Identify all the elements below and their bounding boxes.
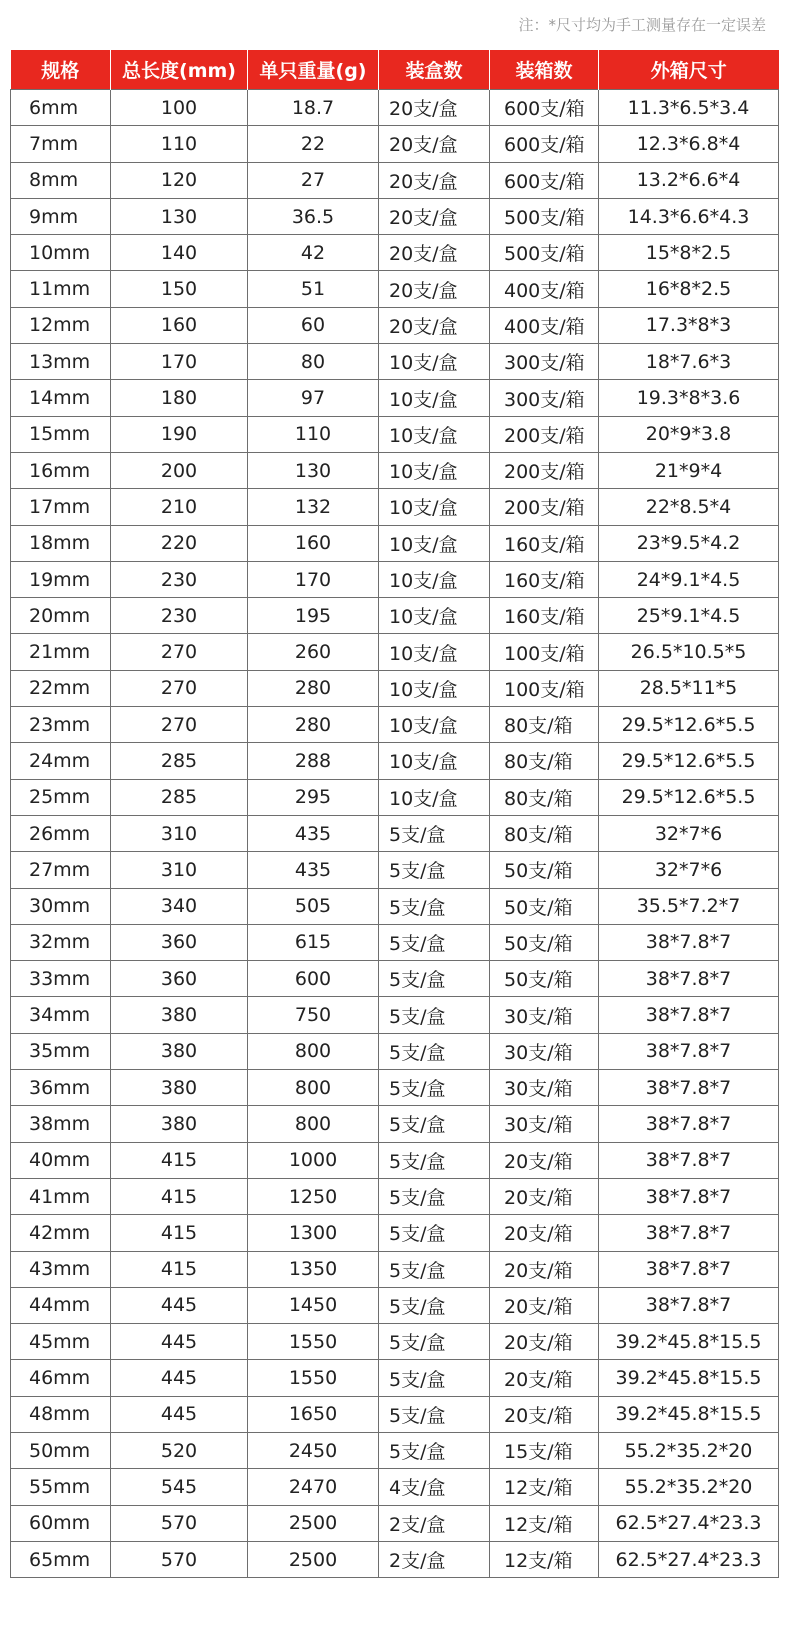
cell-carton-count: 20支/箱 [490, 1178, 599, 1214]
table-row [11, 634, 779, 670]
cell-unit-weight: 1300 [248, 1215, 379, 1251]
header-spec: 规格 [11, 50, 111, 90]
cell-total-length: 415 [111, 1251, 248, 1287]
cell-carton-count: 20支/箱 [490, 1142, 599, 1178]
cell-carton-count: 500支/箱 [490, 198, 599, 234]
cell-carton-count: 80支/箱 [490, 707, 599, 743]
cell-total-length: 445 [111, 1396, 248, 1432]
cell-carton-size: 62.5*27.4*23.3 [599, 1505, 779, 1541]
cell-carton-size: 38*7.8*7 [599, 1178, 779, 1214]
cell-box-count: 5支/盒 [379, 1287, 490, 1323]
cell-spec: 55mm [11, 1469, 111, 1505]
cell-spec: 18mm [11, 525, 111, 561]
cell-box-count: 5支/盒 [379, 852, 490, 888]
table-row [11, 1142, 779, 1178]
cell-box-count: 5支/盒 [379, 1142, 490, 1178]
cell-spec: 34mm [11, 997, 111, 1033]
header-unit-weight: 单只重量(g) [248, 50, 379, 90]
cell-total-length: 415 [111, 1142, 248, 1178]
cell-carton-size: 13.2*6.6*4 [599, 162, 779, 198]
cell-unit-weight: 2500 [248, 1505, 379, 1541]
cell-total-length: 520 [111, 1432, 248, 1468]
cell-carton-count: 200支/箱 [490, 452, 599, 488]
cell-spec: 42mm [11, 1215, 111, 1251]
cell-total-length: 140 [111, 235, 248, 271]
cell-spec: 21mm [11, 634, 111, 670]
cell-box-count: 5支/盒 [379, 1251, 490, 1287]
cell-carton-count: 20支/箱 [490, 1287, 599, 1323]
cell-spec: 24mm [11, 743, 111, 779]
cell-carton-count: 12支/箱 [490, 1541, 599, 1577]
cell-carton-size: 17.3*8*3 [599, 307, 779, 343]
cell-spec: 43mm [11, 1251, 111, 1287]
cell-carton-size: 39.2*45.8*15.5 [599, 1360, 779, 1396]
table-body [11, 90, 779, 1578]
cell-unit-weight: 1000 [248, 1142, 379, 1178]
cell-carton-size: 24*9.1*4.5 [599, 561, 779, 597]
cell-carton-size: 32*7*6 [599, 852, 779, 888]
cell-box-count: 20支/盒 [379, 235, 490, 271]
cell-spec: 44mm [11, 1287, 111, 1323]
cell-unit-weight: 42 [248, 235, 379, 271]
cell-box-count: 10支/盒 [379, 561, 490, 597]
cell-box-count: 5支/盒 [379, 1432, 490, 1468]
cell-carton-size: 18*7.6*3 [599, 344, 779, 380]
cell-unit-weight: 1550 [248, 1324, 379, 1360]
cell-box-count: 20支/盒 [379, 162, 490, 198]
cell-carton-size: 38*7.8*7 [599, 1033, 779, 1069]
cell-box-count: 10支/盒 [379, 707, 490, 743]
cell-carton-size: 38*7.8*7 [599, 961, 779, 997]
cell-spec: 33mm [11, 961, 111, 997]
table-row [11, 707, 779, 743]
cell-carton-count: 12支/箱 [490, 1469, 599, 1505]
cell-carton-count: 300支/箱 [490, 380, 599, 416]
cell-carton-size: 21*9*4 [599, 452, 779, 488]
cell-unit-weight: 1350 [248, 1251, 379, 1287]
cell-total-length: 415 [111, 1215, 248, 1251]
cell-box-count: 20支/盒 [379, 198, 490, 234]
table-row [11, 525, 779, 561]
header-box-count: 装盒数 [379, 50, 490, 90]
cell-box-count: 2支/盒 [379, 1541, 490, 1577]
cell-unit-weight: 1650 [248, 1396, 379, 1432]
cell-spec: 22mm [11, 670, 111, 706]
cell-unit-weight: 2470 [248, 1469, 379, 1505]
table-row [11, 235, 779, 271]
cell-total-length: 415 [111, 1178, 248, 1214]
cell-total-length: 230 [111, 561, 248, 597]
cell-carton-count: 50支/箱 [490, 852, 599, 888]
table-row [11, 1215, 779, 1251]
cell-carton-count: 80支/箱 [490, 743, 599, 779]
cell-box-count: 10支/盒 [379, 344, 490, 380]
cell-unit-weight: 800 [248, 1033, 379, 1069]
cell-carton-size: 39.2*45.8*15.5 [599, 1396, 779, 1432]
cell-spec: 36mm [11, 1070, 111, 1106]
table-row [11, 1251, 779, 1287]
cell-carton-size: 38*7.8*7 [599, 1215, 779, 1251]
cell-spec: 50mm [11, 1432, 111, 1468]
cell-carton-size: 11.3*6.5*3.4 [599, 90, 779, 126]
cell-total-length: 200 [111, 452, 248, 488]
cell-carton-size: 28.5*11*5 [599, 670, 779, 706]
cell-carton-count: 600支/箱 [490, 90, 599, 126]
cell-total-length: 110 [111, 126, 248, 162]
cell-total-length: 220 [111, 525, 248, 561]
cell-total-length: 130 [111, 198, 248, 234]
table-row [11, 198, 779, 234]
cell-unit-weight: 1450 [248, 1287, 379, 1323]
cell-spec: 15mm [11, 416, 111, 452]
cell-carton-count: 50支/箱 [490, 961, 599, 997]
cell-carton-size: 38*7.8*7 [599, 1287, 779, 1323]
table-row [11, 162, 779, 198]
cell-total-length: 270 [111, 634, 248, 670]
cell-unit-weight: 1250 [248, 1178, 379, 1214]
cell-spec: 13mm [11, 344, 111, 380]
cell-carton-size: 32*7*6 [599, 815, 779, 851]
cell-unit-weight: 435 [248, 815, 379, 851]
table-row [11, 561, 779, 597]
cell-unit-weight: 80 [248, 344, 379, 380]
cell-box-count: 5支/盒 [379, 1215, 490, 1251]
cell-carton-count: 400支/箱 [490, 307, 599, 343]
cell-total-length: 380 [111, 997, 248, 1033]
spec-table [10, 50, 779, 1578]
cell-spec: 23mm [11, 707, 111, 743]
cell-carton-count: 12支/箱 [490, 1505, 599, 1541]
cell-box-count: 5支/盒 [379, 1360, 490, 1396]
cell-spec: 14mm [11, 380, 111, 416]
table-row [11, 1106, 779, 1142]
cell-carton-count: 50支/箱 [490, 924, 599, 960]
cell-carton-count: 80支/箱 [490, 779, 599, 815]
header-total-length: 总长度(mm) [111, 50, 248, 90]
cell-box-count: 5支/盒 [379, 1033, 490, 1069]
cell-unit-weight: 2450 [248, 1432, 379, 1468]
cell-carton-size: 38*7.8*7 [599, 1251, 779, 1287]
cell-spec: 32mm [11, 924, 111, 960]
cell-carton-count: 30支/箱 [490, 1070, 599, 1106]
cell-box-count: 10支/盒 [379, 779, 490, 815]
cell-carton-size: 19.3*8*3.6 [599, 380, 779, 416]
cell-carton-size: 35.5*7.2*7 [599, 888, 779, 924]
cell-box-count: 10支/盒 [379, 525, 490, 561]
table-row [11, 924, 779, 960]
cell-carton-count: 20支/箱 [490, 1324, 599, 1360]
cell-unit-weight: 280 [248, 670, 379, 706]
cell-box-count: 10支/盒 [379, 380, 490, 416]
table-row [11, 1432, 779, 1468]
cell-carton-count: 20支/箱 [490, 1215, 599, 1251]
cell-carton-count: 160支/箱 [490, 525, 599, 561]
cell-carton-count: 15支/箱 [490, 1432, 599, 1468]
cell-spec: 12mm [11, 307, 111, 343]
table-row [11, 743, 779, 779]
cell-total-length: 380 [111, 1070, 248, 1106]
cell-spec: 48mm [11, 1396, 111, 1432]
cell-unit-weight: 280 [248, 707, 379, 743]
cell-box-count: 5支/盒 [379, 1178, 490, 1214]
cell-box-count: 5支/盒 [379, 1324, 490, 1360]
cell-total-length: 340 [111, 888, 248, 924]
cell-total-length: 285 [111, 743, 248, 779]
cell-carton-size: 23*9.5*4.2 [599, 525, 779, 561]
cell-spec: 60mm [11, 1505, 111, 1541]
cell-unit-weight: 600 [248, 961, 379, 997]
cell-spec: 19mm [11, 561, 111, 597]
cell-box-count: 5支/盒 [379, 815, 490, 851]
table-row [11, 598, 779, 634]
cell-carton-count: 160支/箱 [490, 598, 599, 634]
cell-spec: 38mm [11, 1106, 111, 1142]
cell-box-count: 5支/盒 [379, 1070, 490, 1106]
cell-total-length: 285 [111, 779, 248, 815]
cell-box-count: 10支/盒 [379, 598, 490, 634]
table-row [11, 815, 779, 851]
cell-total-length: 445 [111, 1287, 248, 1323]
cell-carton-size: 16*8*2.5 [599, 271, 779, 307]
cell-unit-weight: 160 [248, 525, 379, 561]
table-row [11, 888, 779, 924]
cell-spec: 7mm [11, 126, 111, 162]
cell-total-length: 230 [111, 598, 248, 634]
cell-carton-count: 30支/箱 [490, 1106, 599, 1142]
cell-unit-weight: 505 [248, 888, 379, 924]
cell-box-count: 5支/盒 [379, 888, 490, 924]
cell-total-length: 310 [111, 852, 248, 888]
cell-spec: 26mm [11, 815, 111, 851]
cell-carton-size: 29.5*12.6*5.5 [599, 779, 779, 815]
cell-box-count: 10支/盒 [379, 743, 490, 779]
cell-box-count: 20支/盒 [379, 126, 490, 162]
cell-carton-count: 80支/箱 [490, 815, 599, 851]
cell-total-length: 270 [111, 670, 248, 706]
cell-carton-size: 39.2*45.8*15.5 [599, 1324, 779, 1360]
cell-spec: 16mm [11, 452, 111, 488]
cell-total-length: 170 [111, 344, 248, 380]
cell-spec: 17mm [11, 489, 111, 525]
table-row [11, 380, 779, 416]
header-carton-size: 外箱尺寸 [599, 50, 779, 90]
cell-unit-weight: 1550 [248, 1360, 379, 1396]
cell-box-count: 20支/盒 [379, 90, 490, 126]
cell-carton-size: 25*9.1*4.5 [599, 598, 779, 634]
cell-carton-count: 100支/箱 [490, 634, 599, 670]
cell-unit-weight: 36.5 [248, 198, 379, 234]
cell-carton-size: 15*8*2.5 [599, 235, 779, 271]
cell-spec: 10mm [11, 235, 111, 271]
cell-carton-size: 38*7.8*7 [599, 1070, 779, 1106]
table-header-row [11, 50, 779, 90]
table-row [11, 1033, 779, 1069]
cell-carton-count: 600支/箱 [490, 162, 599, 198]
cell-unit-weight: 130 [248, 452, 379, 488]
table-row [11, 90, 779, 126]
cell-total-length: 150 [111, 271, 248, 307]
cell-total-length: 570 [111, 1541, 248, 1577]
cell-spec: 65mm [11, 1541, 111, 1577]
cell-spec: 6mm [11, 90, 111, 126]
cell-box-count: 10支/盒 [379, 416, 490, 452]
cell-carton-count: 50支/箱 [490, 888, 599, 924]
cell-total-length: 360 [111, 961, 248, 997]
cell-carton-size: 29.5*12.6*5.5 [599, 743, 779, 779]
cell-carton-size: 62.5*27.4*23.3 [599, 1541, 779, 1577]
measurement-note: 注：*尺寸均为手工测量存在一定误差 [518, 16, 766, 34]
cell-total-length: 445 [111, 1324, 248, 1360]
cell-carton-size: 14.3*6.6*4.3 [599, 198, 779, 234]
cell-carton-count: 30支/箱 [490, 1033, 599, 1069]
cell-total-length: 270 [111, 707, 248, 743]
cell-total-length: 360 [111, 924, 248, 960]
cell-unit-weight: 22 [248, 126, 379, 162]
cell-unit-weight: 435 [248, 852, 379, 888]
cell-carton-size: 55.2*35.2*20 [599, 1432, 779, 1468]
cell-box-count: 20支/盒 [379, 271, 490, 307]
cell-unit-weight: 132 [248, 489, 379, 525]
table-row [11, 1070, 779, 1106]
cell-carton-count: 30支/箱 [490, 997, 599, 1033]
cell-unit-weight: 2500 [248, 1541, 379, 1577]
cell-total-length: 445 [111, 1360, 248, 1396]
cell-carton-count: 500支/箱 [490, 235, 599, 271]
table-row [11, 670, 779, 706]
cell-box-count: 10支/盒 [379, 489, 490, 525]
table-row [11, 852, 779, 888]
cell-box-count: 5支/盒 [379, 924, 490, 960]
cell-carton-count: 160支/箱 [490, 561, 599, 597]
cell-box-count: 5支/盒 [379, 997, 490, 1033]
cell-total-length: 545 [111, 1469, 248, 1505]
cell-spec: 45mm [11, 1324, 111, 1360]
cell-carton-size: 38*7.8*7 [599, 1106, 779, 1142]
cell-carton-count: 600支/箱 [490, 126, 599, 162]
cell-carton-count: 200支/箱 [490, 416, 599, 452]
cell-unit-weight: 97 [248, 380, 379, 416]
cell-box-count: 10支/盒 [379, 452, 490, 488]
cell-carton-count: 400支/箱 [490, 271, 599, 307]
table-row [11, 997, 779, 1033]
cell-spec: 46mm [11, 1360, 111, 1396]
cell-total-length: 570 [111, 1505, 248, 1541]
table-row [11, 271, 779, 307]
table-row [11, 1360, 779, 1396]
table-row [11, 779, 779, 815]
cell-spec: 30mm [11, 888, 111, 924]
table-row [11, 1396, 779, 1432]
cell-carton-count: 20支/箱 [490, 1396, 599, 1432]
cell-unit-weight: 170 [248, 561, 379, 597]
table-row [11, 1324, 779, 1360]
cell-box-count: 5支/盒 [379, 1396, 490, 1432]
cell-total-length: 380 [111, 1106, 248, 1142]
cell-carton-size: 29.5*12.6*5.5 [599, 707, 779, 743]
cell-spec: 9mm [11, 198, 111, 234]
table-row [11, 1178, 779, 1214]
cell-unit-weight: 615 [248, 924, 379, 960]
cell-spec: 41mm [11, 1178, 111, 1214]
cell-unit-weight: 750 [248, 997, 379, 1033]
cell-unit-weight: 288 [248, 743, 379, 779]
cell-unit-weight: 27 [248, 162, 379, 198]
cell-total-length: 310 [111, 815, 248, 851]
cell-carton-size: 38*7.8*7 [599, 997, 779, 1033]
cell-total-length: 100 [111, 90, 248, 126]
cell-spec: 25mm [11, 779, 111, 815]
cell-spec: 27mm [11, 852, 111, 888]
table-row [11, 1287, 779, 1323]
cell-spec: 35mm [11, 1033, 111, 1069]
cell-carton-count: 200支/箱 [490, 489, 599, 525]
cell-carton-size: 55.2*35.2*20 [599, 1469, 779, 1505]
cell-spec: 40mm [11, 1142, 111, 1178]
cell-unit-weight: 60 [248, 307, 379, 343]
cell-carton-size: 22*8.5*4 [599, 489, 779, 525]
cell-spec: 11mm [11, 271, 111, 307]
cell-carton-count: 20支/箱 [490, 1360, 599, 1396]
cell-unit-weight: 295 [248, 779, 379, 815]
table-row [11, 961, 779, 997]
cell-carton-size: 20*9*3.8 [599, 416, 779, 452]
cell-unit-weight: 18.7 [248, 90, 379, 126]
table-row [11, 1541, 779, 1577]
table-row [11, 416, 779, 452]
table-row [11, 1505, 779, 1541]
cell-box-count: 10支/盒 [379, 670, 490, 706]
cell-unit-weight: 195 [248, 598, 379, 634]
cell-carton-size: 12.3*6.8*4 [599, 126, 779, 162]
cell-spec: 20mm [11, 598, 111, 634]
table-row [11, 307, 779, 343]
cell-box-count: 10支/盒 [379, 634, 490, 670]
cell-box-count: 5支/盒 [379, 1106, 490, 1142]
cell-carton-count: 300支/箱 [490, 344, 599, 380]
cell-unit-weight: 800 [248, 1106, 379, 1142]
header-carton-count: 装箱数 [490, 50, 599, 90]
cell-carton-count: 20支/箱 [490, 1251, 599, 1287]
cell-unit-weight: 51 [248, 271, 379, 307]
cell-carton-size: 38*7.8*7 [599, 924, 779, 960]
table-row [11, 344, 779, 380]
cell-total-length: 180 [111, 380, 248, 416]
cell-total-length: 120 [111, 162, 248, 198]
cell-unit-weight: 110 [248, 416, 379, 452]
table-row [11, 1469, 779, 1505]
table-row [11, 452, 779, 488]
table-row [11, 126, 779, 162]
cell-box-count: 5支/盒 [379, 961, 490, 997]
cell-unit-weight: 800 [248, 1070, 379, 1106]
cell-total-length: 160 [111, 307, 248, 343]
table-row [11, 489, 779, 525]
cell-box-count: 4支/盒 [379, 1469, 490, 1505]
cell-total-length: 190 [111, 416, 248, 452]
cell-total-length: 210 [111, 489, 248, 525]
cell-box-count: 2支/盒 [379, 1505, 490, 1541]
cell-box-count: 20支/盒 [379, 307, 490, 343]
cell-unit-weight: 260 [248, 634, 379, 670]
cell-spec: 8mm [11, 162, 111, 198]
cell-carton-size: 26.5*10.5*5 [599, 634, 779, 670]
cell-total-length: 380 [111, 1033, 248, 1069]
cell-carton-count: 100支/箱 [490, 670, 599, 706]
cell-carton-size: 38*7.8*7 [599, 1142, 779, 1178]
